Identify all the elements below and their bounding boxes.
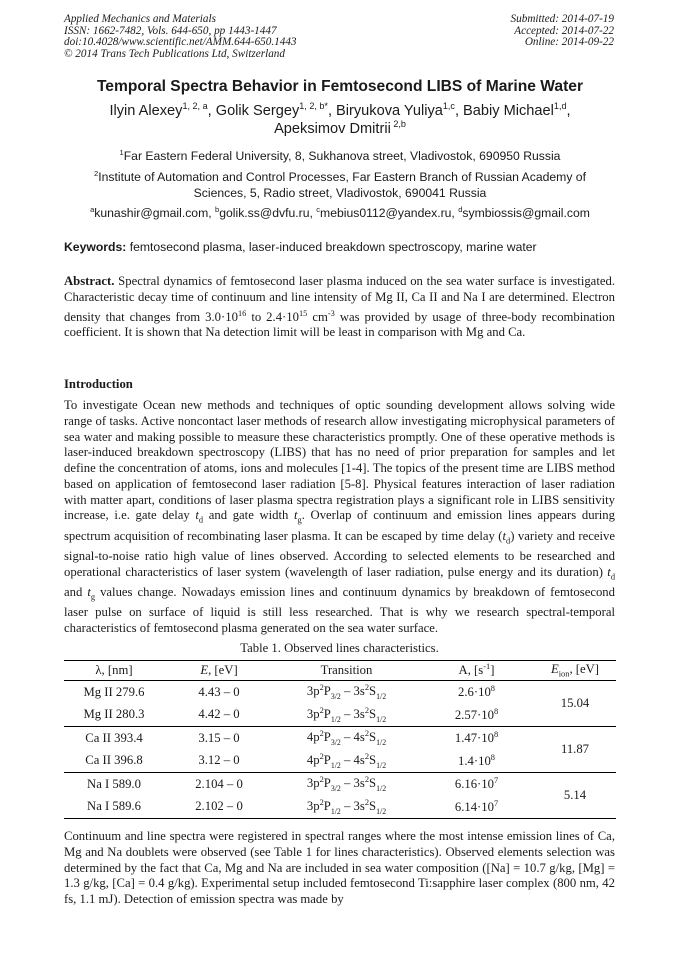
email[interactable]: $^d$symbiossis@gmail.com — [458, 204, 590, 220]
email[interactable]: $^a$kunashir@gmail.com, — [90, 204, 216, 220]
cell-transition: $4p^2P_{1/2} - 4s^2S_{1/2}$ — [274, 750, 419, 773]
lines-table — [64, 660, 616, 819]
cell-probability: $1.47\cdot 10^8$ — [454, 730, 499, 746]
cell-wavelength: Ca II 396.8 — [64, 750, 164, 773]
cell-probability: $2.6\cdot 10^8$ — [458, 684, 495, 700]
header-energy: E, [eV] — [164, 661, 274, 681]
cell-energy: 3.15 – 0 — [198, 730, 240, 745]
email[interactable]: $^c$mebius0112@yandex.ru, — [316, 204, 459, 220]
header-probability: A, $[s^{-1}]$ — [419, 661, 534, 681]
cell-transition: $4p^2P_{3/2} - 4s^2S_{1/2}$ — [306, 729, 387, 748]
cell-energy: 4.43 – 0 — [198, 684, 240, 699]
author: Babiy Michael$^{1,d}$, — [463, 101, 571, 119]
cell-transition: $3p^2P_{3/2} - 3s^2S_{1/2}$ — [306, 683, 387, 702]
section-heading: Introduction — [64, 377, 133, 391]
cell-wavelength: Mg II 279.6 — [83, 684, 145, 699]
table-row — [64, 681, 616, 704]
email[interactable]: $^b$golik.ss@dvfu.ru, — [215, 204, 317, 220]
journal-info — [64, 14, 297, 60]
table-caption: Table 1. Observed lines characteristics. — [240, 641, 439, 655]
table-row — [64, 727, 616, 750]
cell-ionization: 15.04 — [534, 681, 616, 727]
authors — [64, 102, 616, 138]
cell-probability: $6.14\cdot 10^7$ — [419, 796, 534, 819]
affiliation: $^2$Institute of Automation and Control Processes, Far Eastern Branch of Russian Academy of Sciences, 5, Radio street, Vladivostok, 690041 Russia — [94, 168, 586, 200]
paper-title: Temporal Spectra Behavior in Femtosecond LIBS of Marine Water — [96, 78, 584, 95]
affiliation: $^1$Far Eastern Federal University, 8, Sukhanova street, Vladivostok, 690950 Russia — [119, 147, 561, 163]
author-emails — [64, 206, 616, 220]
header-ionization: $E_{ion}$, [eV] — [534, 661, 616, 681]
cell-wavelength: Na I 589.6 — [64, 796, 164, 819]
table-row — [64, 704, 616, 727]
cell-transition: $3p^2P_{1/2} - 3s^2S_{1/2}$ — [274, 704, 419, 727]
author: Biryukova Yuliya$^{1,c}$, — [336, 101, 464, 119]
issn: ISSN: 1662-7482, Vols. 644-650, pp 1443-1447 — [64, 24, 277, 37]
accepted-date: Accepted: 2014-07-22 — [514, 24, 614, 37]
journal-name: Applied Mechanics and Materials — [64, 13, 216, 25]
table-row — [64, 796, 616, 819]
header-wavelength: λ, [nm] — [64, 661, 164, 681]
author: Ilyin Alexey$^{1, 2, a}$, — [109, 101, 216, 119]
cell-energy: 4.42 – 0 — [164, 704, 274, 727]
cell-energy: 3.12 – 0 — [164, 750, 274, 773]
keywords: Keywords: femtosecond plasma, laser-induced breakdown spectroscopy, marine water — [64, 240, 537, 254]
cell-energy: 2.102 – 0 — [164, 796, 274, 819]
cell-wavelength: Mg II 280.3 — [64, 704, 164, 727]
cell-ionization: 5.14 — [534, 773, 616, 819]
body-paragraph: Continuum and line spectra were registered in spectral ranges where the most intense emission lines of Ca, Mg and Na doublets were observed (see Table 1 for lines characteristics). Observed elements selection was determined by the fact that Ca, Mg and Na are included in sea water composition ([Na] = 10.7 g/kg, [Mg] = 1.3 g/kg, [Ca] = 0.4 g/kg). Experimental setup included femtosecond Ti:sapphire laser complex (800 nm, 42 fs, 1.1 mJ). Detection of emission spectra was made by — [64, 829, 615, 906]
cell-probability: $2.57\cdot 10^8$ — [419, 704, 534, 727]
cell-ionization: 11.87 — [534, 727, 616, 773]
table-header-row — [64, 661, 616, 681]
table-row — [64, 773, 616, 796]
submitted-date: Submitted: 2014-07-19 — [510, 13, 614, 25]
cell-wavelength: Na I 589.0 — [87, 776, 141, 791]
cell-energy: 2.104 – 0 — [195, 776, 243, 791]
author: Apeksimov Dmitrii $^{2,b}$ — [274, 119, 406, 137]
copyright: © 2014 Trans Tech Publications Ltd, Switzerland — [64, 47, 285, 60]
cell-probability: $6.16\cdot 10^7$ — [454, 776, 499, 792]
cell-wavelength: Ca II 393.4 — [85, 730, 143, 745]
abstract: Abstract. Spectral dynamics of femtosecond laser plasma induced on the sea water surface is investigated. Characteristic decay time of continuum and line intensity of Mg II, Ca II and Na I are determined. Electron density that changes from $3.0\cdot 10^{16}$ to $2.4\cdot 10^{15}$ $cm^{-3}$ was provided by usage of three-body recombination coefficient. It is shown that Na detection limit will be least in comparison with Mg and Ca. — [64, 274, 615, 340]
dates — [511, 14, 614, 49]
cell-probability: $1.4\cdot 10^8$ — [419, 750, 534, 773]
doi: doi:10.4028/www.scientific.net/AMM.644-650.1443 — [64, 36, 297, 49]
cell-transition: $3p^2P_{1/2} - 3s^2S_{1/2}$ — [274, 796, 419, 819]
cell-transition: $3p^2P_{3/2} - 3s^2S_{1/2}$ — [306, 775, 387, 794]
header-transition: Transition — [274, 661, 419, 681]
table-row — [64, 750, 616, 773]
intro-paragraph: To investigate Ocean new methods and techniques of optic sounding development allows solving wide range of tasks. Active noncontact laser methods of research allow investigating microphysical parameters of sea water and making possible to measure these characteristics promptly. One of these operative methods is laser-induced breakdown spectroscopy (LIBS) that has no need of prior preparation for samples and let define the concentration of atoms, ions and molecules [1-4]. The topics of the present time are LIBS method based on application of femtosecond laser radiation [5-8]. Physical features interaction of laser radiation with matter apart, conditions of laser plasma spectra registration plays a significant role in LIBS sensitivity increase, i.e. gate delay $t_d$ and gate width $t_g$. Overlap of continuum and emission lines appears during spectrum acquisition of recombinating laser plasma. It can be escaped by time delay $(t_d)$ variety and receive signal-to-noise ratio high value of lines observed. According to selected elements to be researched and operational characteristics of laser system (wavelength of laser radiation, pulse energy and its duration) $t_d$ and $t_g$ values change. Nowadays emission lines and continuum dynamics by breakdown of femtosecond laser pulse on surface of liquid is still less researched. That is why we research spectral-temporal characteristics of femtosecond plasma generated on the sea water surface. — [64, 398, 616, 635]
author: Golik Sergey$^{1, 2, b*}$, — [215, 101, 337, 119]
online-date: Online: 2014-09-22 — [524, 36, 614, 49]
